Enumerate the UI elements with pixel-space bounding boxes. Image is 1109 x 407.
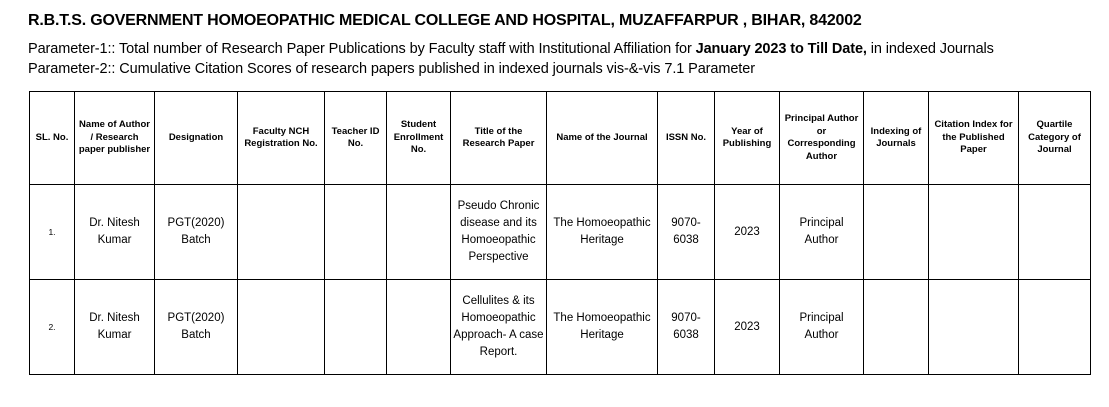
header-row [30,92,1091,185]
parameter-2-text: Parameter-2:: Cumulative Citation Scores of research papers published in indexed journals vis-&-vis 7.1 Parameter [28,61,755,77]
cell-paper-title: Cellulites & its Homoeopathic Approach- A case Report. [451,280,547,375]
header-student-enrollment: Student Enrollment No. [387,92,451,185]
table-row [30,280,1091,375]
cell-journal-name: The Homoeopathic Heritage [547,280,658,375]
cell-author-name: Dr. Nitesh Kumar [75,185,155,280]
parameter-1-prefix: Parameter-1:: Total number of Research Paper Publications by Faculty staff with Institutional Affiliation for [28,41,696,57]
cell-designation: PGT(2020) Batch [155,280,238,375]
cell-quartile [1019,185,1091,280]
cell-designation: PGT(2020) Batch [155,185,238,280]
cell-nch-registration [238,185,325,280]
header-author-name: Name of Author / Research paper publisher [75,92,155,185]
cell-teacher-id [325,280,387,375]
header-nch-registration: Faculty NCH Registration No. [238,92,325,185]
cell-quartile [1019,280,1091,375]
cell-indexing [864,280,929,375]
cell-author-role: Principal Author [780,280,864,375]
header-author-role: Principal Author or Corresponding Author [780,92,864,185]
table-row [30,185,1091,280]
cell-issn: 9070-6038 [658,185,715,280]
parameter-1-date-range: January 2023 to Till Date, [695,41,867,57]
parameter-1-text [28,41,994,57]
header-quartile: Quartile Category of Journal [1019,92,1091,185]
cell-teacher-id [325,185,387,280]
cell-sl-no: 2. [30,280,75,375]
header-issn: ISSN No. [658,92,715,185]
page-title: R.B.T.S. GOVERNMENT HOMOEOPATHIC MEDICAL COLLEGE AND HOSPITAL, MUZAFFARPUR , BIHAR, 842002 [28,12,862,29]
header-designation: Designation [155,92,238,185]
header-citation-index: Citation Index for the Published Paper [929,92,1019,185]
header-teacher-id: Teacher ID No. [325,92,387,185]
cell-indexing [864,185,929,280]
cell-student-enrollment [387,280,451,375]
cell-citation-index [929,185,1019,280]
cell-issn: 9070-6038 [658,280,715,375]
cell-author-role: Principal Author [780,185,864,280]
cell-year: 2023 [715,185,780,280]
header-journal-name: Name of the Journal [547,92,658,185]
publications-table [29,91,1091,375]
cell-citation-index [929,280,1019,375]
parameter-1-suffix: in indexed Journals [866,41,994,57]
cell-year: 2023 [715,280,780,375]
header-indexing: Indexing of Journals [864,92,929,185]
cell-sl-no: 1. [30,185,75,280]
cell-journal-name: The Homoeopathic Heritage [547,185,658,280]
cell-student-enrollment [387,185,451,280]
header-year: Year of Publishing [715,92,780,185]
cell-author-name: Dr. Nitesh Kumar [75,280,155,375]
header-sl-no: SL. No. [30,92,75,185]
header-paper-title: Title of the Research Paper [451,92,547,185]
cell-paper-title: Pseudo Chronic disease and its Homoeopathic Perspective [451,185,547,280]
cell-nch-registration [238,280,325,375]
